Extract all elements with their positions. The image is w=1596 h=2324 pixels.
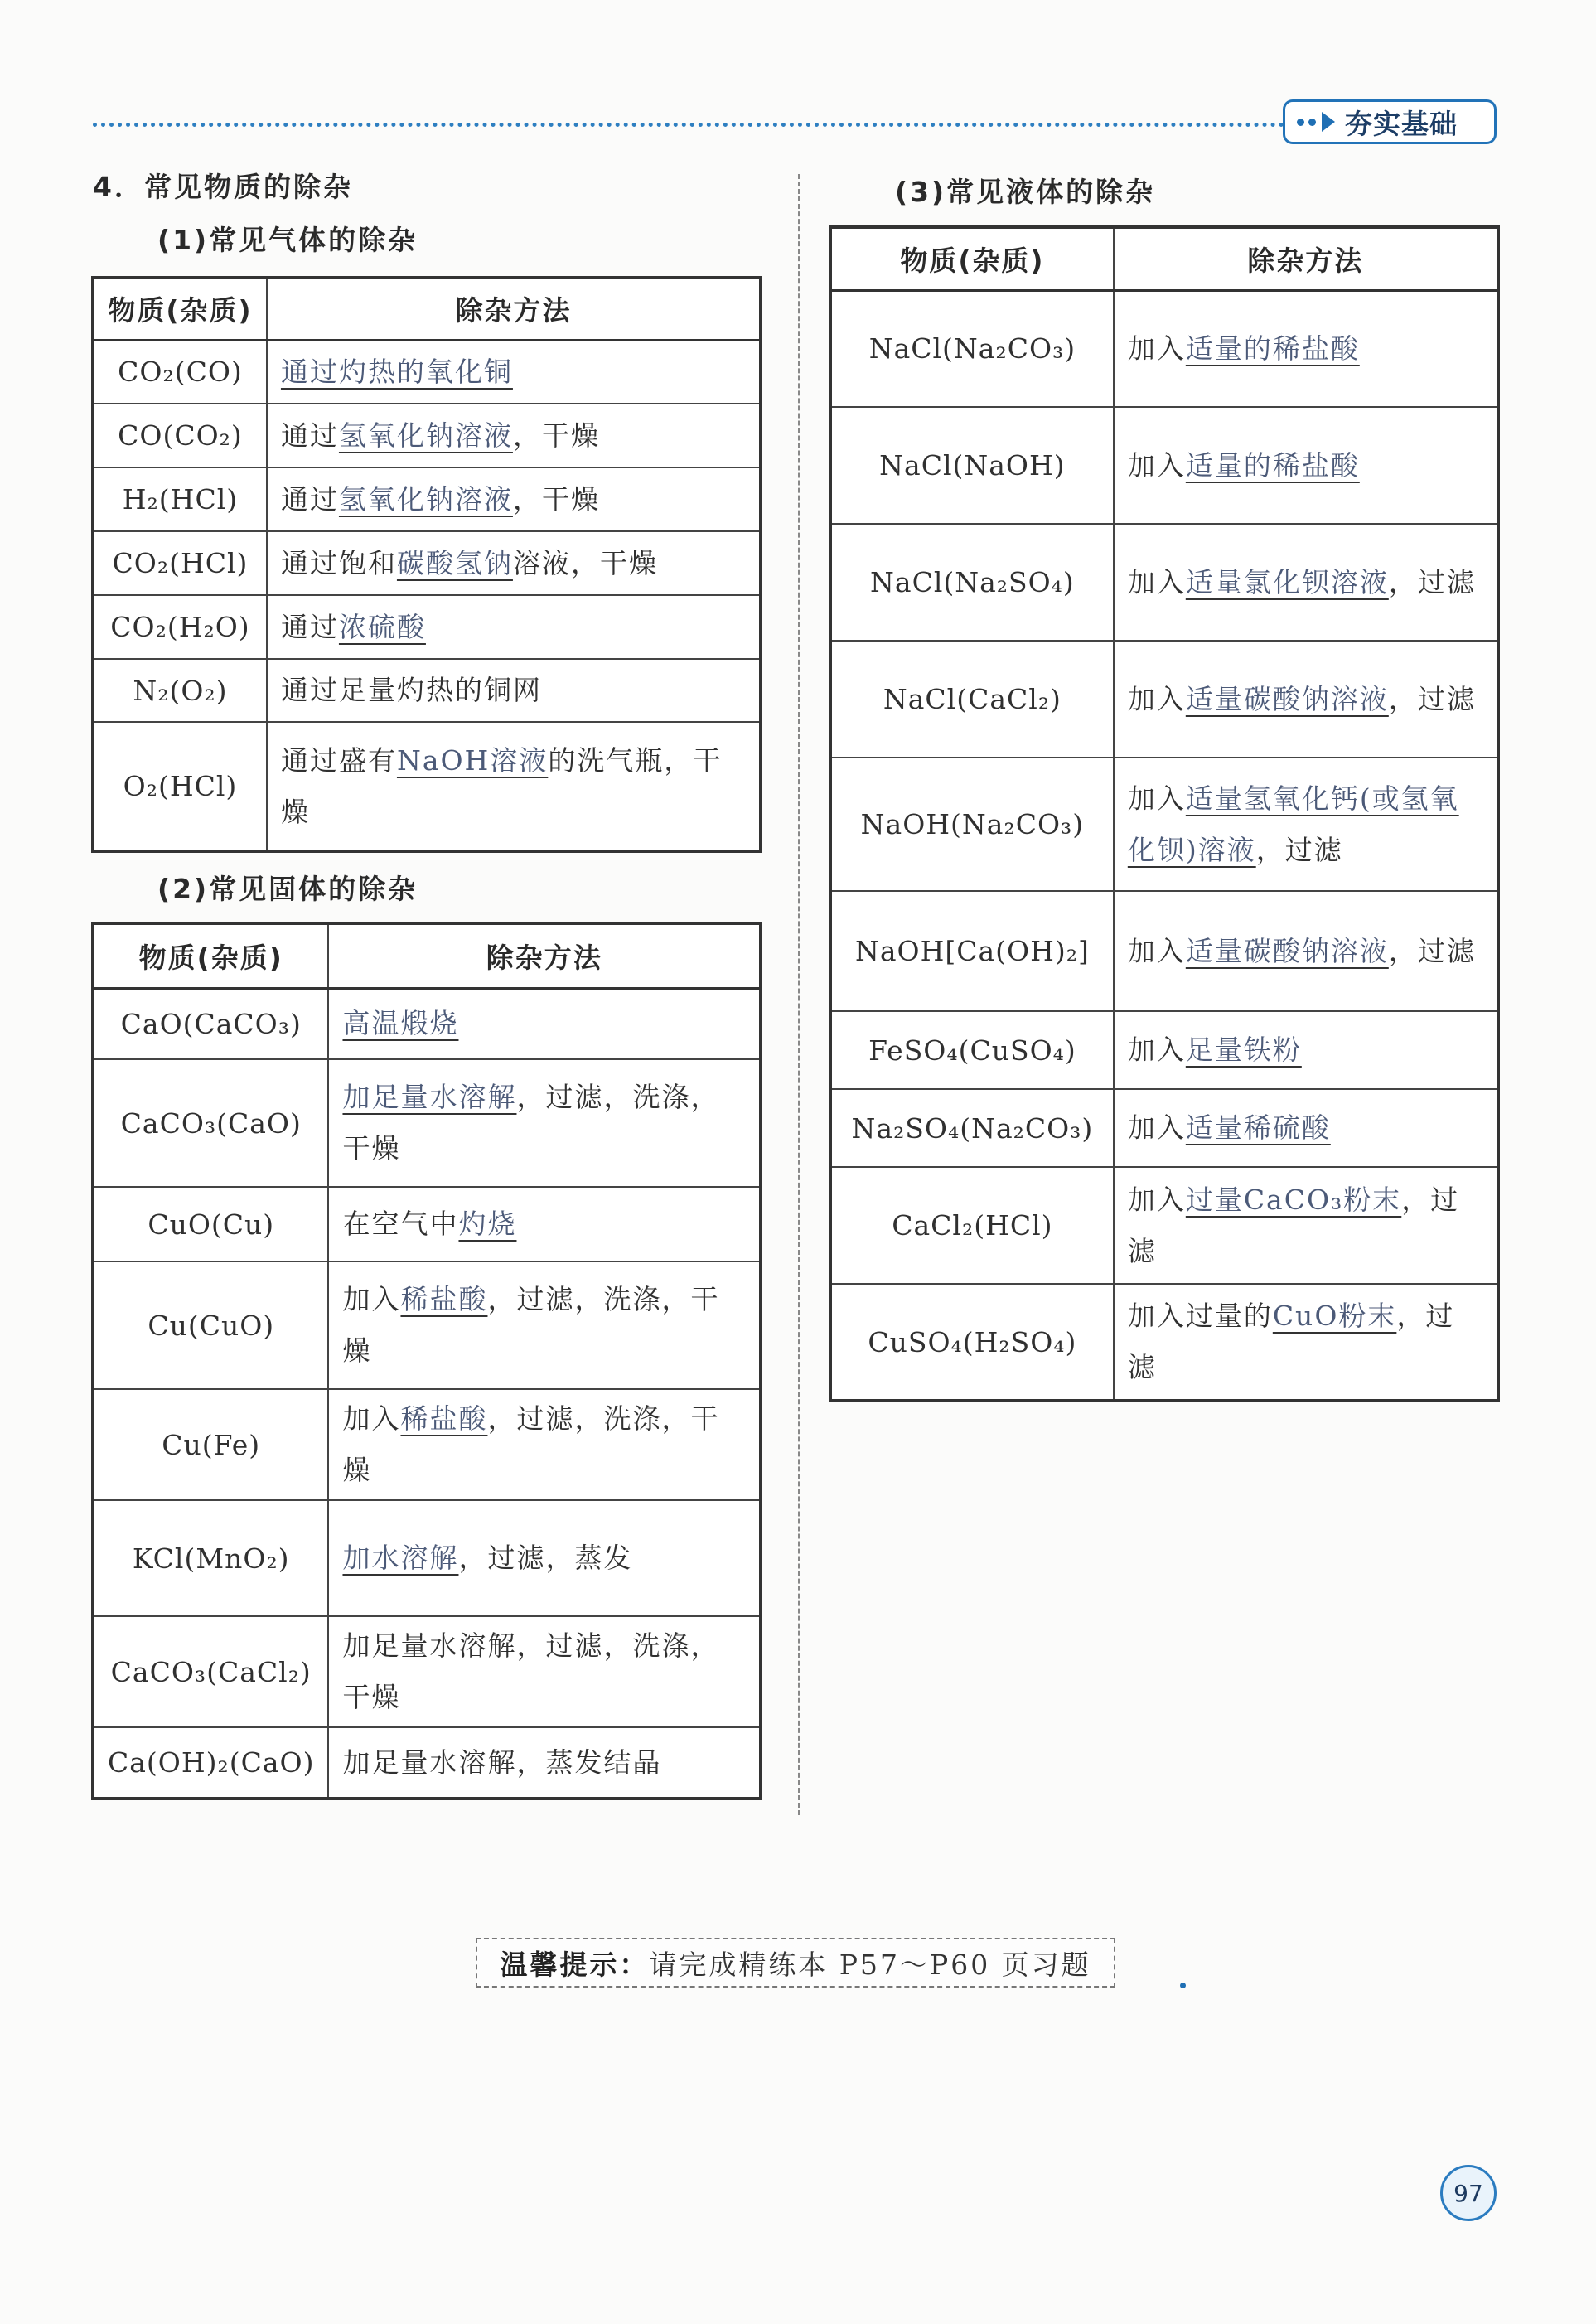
substance-cell: CaCl₂(HCl)	[830, 1167, 1114, 1284]
answer-text: 适量氯化钡溶液	[1185, 565, 1389, 598]
answer-text: NaOH溶液	[396, 743, 549, 777]
method-cell	[1114, 641, 1498, 758]
method-text: ，过滤	[1127, 1300, 1455, 1383]
method-cell	[328, 1500, 761, 1616]
table-row	[830, 758, 1498, 891]
col-header-method: 除杂方法	[267, 278, 761, 340]
substance-cell: Ca(OH)₂(CaO)	[93, 1727, 328, 1799]
method-cell	[328, 1187, 761, 1261]
answer-text: 稀盐酸	[400, 1283, 488, 1315]
answer-text: 加足量水溶解	[342, 1081, 517, 1113]
method-cell	[267, 404, 761, 467]
method-cell	[328, 1059, 761, 1187]
substance-cell: NaOH(Na₂CO₃)	[830, 758, 1114, 891]
col-header-method: 除杂方法	[1114, 227, 1498, 290]
answer-text: 适量的稀盐酸	[1185, 332, 1360, 365]
table-row	[93, 1261, 761, 1389]
table-row	[93, 467, 761, 531]
gas-table-title: (1)常见气体的除杂	[157, 224, 418, 256]
answer-text: 适量氢氧化钙(或氢氧化钡)溶液	[1127, 782, 1459, 866]
method-cell	[328, 1727, 761, 1799]
table-row	[93, 340, 761, 404]
method-text: 加入过量的	[1127, 1300, 1273, 1332]
table-row	[830, 1284, 1498, 1401]
method-text: 加足量水溶解，过滤，洗涤，干燥	[342, 1629, 720, 1713]
method-cell	[267, 659, 761, 722]
liquid-impurity-table	[829, 225, 1500, 1402]
substance-cell: Cu(CuO)	[93, 1261, 328, 1389]
method-text: 溶液，干燥	[512, 546, 658, 579]
method-text: ，过滤，蒸发	[458, 1542, 633, 1574]
substance-cell: Cu(Fe)	[93, 1389, 328, 1500]
table-row	[830, 524, 1498, 641]
solid-impurity-table	[91, 922, 762, 1800]
substance-cell: Na₂SO₄(Na₂CO₃)	[830, 1089, 1114, 1167]
method-text: ，过滤	[1127, 1183, 1460, 1267]
table-row	[93, 1389, 761, 1500]
table-row	[93, 659, 761, 722]
table-row	[93, 404, 761, 467]
method-text: 加入	[1127, 1183, 1186, 1216]
method-cell	[328, 1616, 761, 1727]
method-text: ，过滤，洗涤，干燥	[342, 1402, 720, 1486]
reminder-text: 请完成精练本 P57～P60 页习题	[649, 1948, 1091, 1981]
substance-cell: CO₂(CO)	[93, 340, 267, 404]
method-cell	[267, 531, 761, 595]
table-row	[830, 1011, 1498, 1089]
method-text: 通过	[280, 482, 339, 516]
substance-cell: NaCl(NaOH)	[830, 407, 1114, 524]
method-text: ，干燥	[512, 419, 600, 452]
method-cell	[1114, 891, 1498, 1011]
method-cell	[267, 467, 761, 531]
col-header-substance: 物质(杂质)	[93, 278, 267, 340]
method-text: ，干燥	[512, 482, 600, 516]
method-cell	[328, 988, 761, 1059]
method-text: 通过	[280, 610, 339, 643]
method-text: ，过滤	[1388, 934, 1476, 967]
substance-cell: CaCO₃(CaCl₂)	[93, 1616, 328, 1727]
method-text: 加入	[342, 1402, 401, 1435]
method-cell	[1114, 290, 1498, 407]
method-text: 加入	[1127, 682, 1186, 715]
method-cell	[267, 340, 761, 404]
table-row	[93, 1500, 761, 1616]
answer-text: 适量碳酸钠溶液	[1185, 934, 1389, 967]
decorative-dot	[1180, 1983, 1186, 1988]
table-row	[93, 531, 761, 595]
answer-text: 稀盐酸	[400, 1402, 488, 1435]
method-cell	[328, 1261, 761, 1389]
method-cell	[1114, 1011, 1498, 1089]
substance-cell: O₂(HCl)	[93, 722, 267, 851]
method-text: 加足量水溶解，蒸发结晶	[342, 1745, 662, 1779]
method-text: 在空气中	[342, 1208, 459, 1240]
liquid-table-title: (3)常见液体的除杂	[895, 176, 1156, 208]
method-cell	[1114, 758, 1498, 891]
table-row	[830, 891, 1498, 1011]
table-row	[830, 290, 1498, 407]
method-cell	[1114, 1089, 1498, 1167]
answer-text: 适量碳酸钠溶液	[1185, 682, 1389, 715]
substance-cell: CuSO₄(H₂SO₄)	[830, 1284, 1114, 1401]
method-text: ，过滤，洗涤，干燥	[342, 1081, 720, 1164]
header-dotted-rule	[93, 123, 1284, 127]
table-row	[93, 988, 761, 1059]
table-row	[93, 722, 761, 851]
section-badge	[1283, 99, 1497, 144]
method-text: 通过饱和	[280, 546, 397, 579]
substance-cell: FeSO₄(CuSO₄)	[830, 1011, 1114, 1089]
substance-cell: NaCl(Na₂CO₃)	[830, 290, 1114, 407]
answer-text: 碳酸氢钠	[396, 546, 513, 579]
method-text: 加入	[342, 1283, 401, 1315]
solid-table-title: (2)常见固体的除杂	[157, 873, 418, 905]
substance-cell: CO₂(HCl)	[93, 531, 267, 595]
table-row	[93, 1187, 761, 1261]
method-text: ，过滤	[1388, 682, 1476, 715]
method-text: ，过滤，洗涤，干燥	[342, 1283, 720, 1367]
method-text: 加入	[1127, 565, 1186, 598]
page-number: 97	[1440, 2165, 1497, 2221]
substance-cell: N₂(O₂)	[93, 659, 267, 722]
substance-cell: NaCl(CaCl₂)	[830, 641, 1114, 758]
answer-text: 灼烧	[458, 1208, 517, 1240]
method-cell	[1114, 1284, 1498, 1401]
arrow-icon	[1297, 112, 1335, 132]
col-header-substance: 物质(杂质)	[93, 923, 328, 988]
method-text: 加入	[1127, 782, 1186, 815]
answer-text: 通过灼热的氧化铜	[280, 355, 513, 388]
table-row	[93, 1059, 761, 1187]
table-row	[830, 641, 1498, 758]
answer-text: 足量铁粉	[1185, 1034, 1302, 1066]
method-text: 加入	[1127, 332, 1186, 365]
col-header-substance: 物质(杂质)	[830, 227, 1114, 290]
method-text: 加入	[1127, 448, 1186, 482]
table-row	[93, 1616, 761, 1727]
method-text: 加入	[1127, 934, 1186, 967]
method-text: 通过	[280, 419, 339, 452]
table-row	[830, 1089, 1498, 1167]
answer-text: 适量稀硫酸	[1185, 1111, 1331, 1144]
answer-text: 适量的稀盐酸	[1185, 448, 1360, 482]
substance-cell: CO₂(H₂O)	[93, 595, 267, 659]
substance-cell: CO(CO₂)	[93, 404, 267, 467]
method-cell	[1114, 407, 1498, 524]
method-cell	[1114, 524, 1498, 641]
answer-text: 过量CaCO₃粉末	[1185, 1183, 1402, 1216]
method-cell	[267, 722, 761, 851]
substance-cell: CuO(Cu)	[93, 1187, 328, 1261]
substance-cell: CaCO₃(CaO)	[93, 1059, 328, 1187]
method-text: 加入	[1127, 1111, 1186, 1144]
substance-cell: KCl(MnO₂)	[93, 1500, 328, 1616]
answer-text: 氢氧化钠溶液	[338, 419, 513, 452]
table-row	[93, 1727, 761, 1799]
column-divider	[798, 174, 800, 1815]
method-text: 通过足量灼热的铜网	[280, 674, 542, 706]
method-cell	[328, 1389, 761, 1500]
method-text: ，过滤	[1255, 833, 1343, 866]
method-cell	[267, 595, 761, 659]
table-row	[830, 1167, 1498, 1284]
method-cell	[1114, 1167, 1498, 1284]
answer-text: 高温煅烧	[342, 1007, 459, 1040]
substance-cell: CaO(CaCO₃)	[93, 988, 328, 1059]
method-text: 的洗气瓶，干燥	[280, 743, 723, 828]
reminder-label: 温馨提示：	[500, 1948, 650, 1981]
substance-cell: H₂(HCl)	[93, 467, 267, 531]
answer-text: 加水溶解	[342, 1542, 459, 1574]
answer-text: CuO粉末	[1272, 1300, 1397, 1332]
answer-text: 氢氧化钠溶液	[338, 482, 513, 516]
badge-label: 夯实基础	[1345, 107, 1458, 140]
section-title: 4．常见物质的除杂	[93, 171, 353, 203]
reminder-box	[476, 1938, 1115, 1988]
method-text: 通过盛有	[280, 743, 397, 777]
answer-text: 浓硫酸	[338, 610, 426, 643]
table-row	[830, 407, 1498, 524]
table-row	[93, 595, 761, 659]
substance-cell: NaOH[Ca(OH)₂]	[830, 891, 1114, 1011]
substance-cell: NaCl(Na₂SO₄)	[830, 524, 1114, 641]
method-text: ，过滤	[1388, 565, 1476, 598]
gas-impurity-table	[91, 276, 762, 853]
method-text: 加入	[1127, 1034, 1186, 1066]
col-header-method: 除杂方法	[328, 923, 761, 988]
